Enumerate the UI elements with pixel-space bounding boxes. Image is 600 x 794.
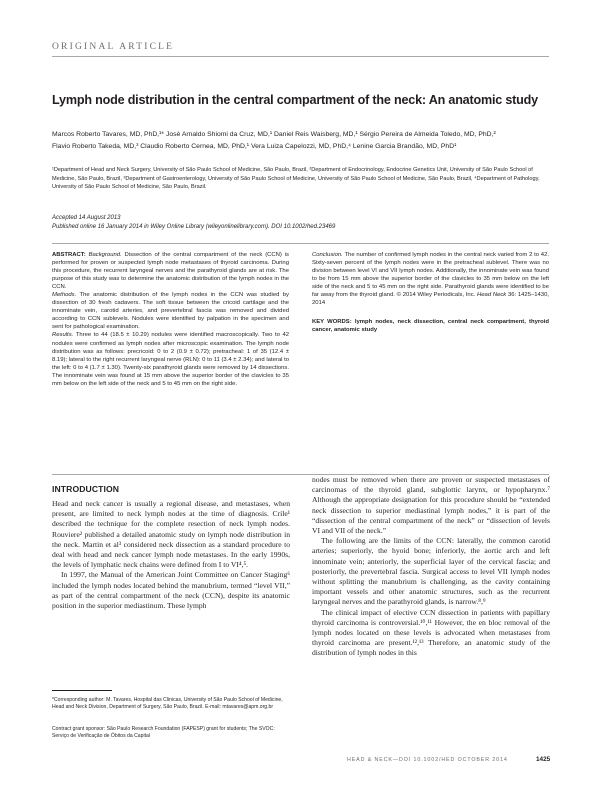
body-column-left xyxy=(52,499,290,611)
abstract-label: ABSTRACT: xyxy=(52,252,86,258)
publication-dates xyxy=(52,214,549,232)
body-column-right xyxy=(312,475,550,659)
authors-line-1: Marcos Roberto Tavares, MD, PhD,¹* José Arnaldo Shiomi da Cruz, MD,¹ Daniel Reis Waisberg, MD,¹ Sérgio Pereira de Almeida Toledo, MD, PhD,² xyxy=(52,131,496,138)
intro-paragraph-1: Head and neck cancer is usually a regional disease, and metastases, when present, are limited to neck lymph nodes at the time of diagnosis. Crile¹ described the technique for the complete resection of neck lymph nodes. Rouviere² published a detailed anatomic study on lymph node distribution in the neck. Martin et al³ considered neck dissection as a standard procedure to deal with head and neck cancer lymph node metastases. In the early 1990s, the levels of lymphatic neck chains were defined from I to VI⁴,⁵. xyxy=(52,499,290,570)
abstract-background xyxy=(52,251,289,291)
grant-footnote: Contract grant sponsor: São Paulo Research Foundation (FAPESP) grant for students; The SVOC: Serviço de Verificação de Óbitos da Capital xyxy=(52,726,275,740)
background-heading: Background. xyxy=(88,252,122,258)
page-number: 1425 xyxy=(536,756,551,763)
intro-paragraph-5: The clinical impact of elective CCN dissection in patients with papillary thyroid carcinoma is controversial.¹⁰,¹¹ However, the en bloc removal of the lymph nodes located on these levels is advocated when metastases from thyroid carcinoma are present.¹²,¹³ Therefore, an anatomic study of the distribution of lymph nodes in this xyxy=(312,607,550,658)
author-list xyxy=(52,129,549,152)
intro-paragraph-4: The following are the limits of the CCN: laterally, the common carotid arteries; superiorly, the hyoid bone; inferiorly, the aortic arch and left innominate vein; anteriorly, the superficial layer of the cervical fascia; and posteriorly, the prevertebral fascia. Surgical access to level VII lymph nodes without splitting the manubrium is challenging, as the cavity containing important vessels and other anatomic structures, such as the recurrent laryngeal nerves and the parathyroid glands, is narrow.⁸,⁹ xyxy=(312,536,550,607)
citation-journal: Head Neck xyxy=(477,292,507,299)
abstract-column-left xyxy=(52,251,289,388)
methods-text: The anatomic distribution of the lymph nodes in the CCN was studied by dissection of 30 fresh cadavers. The soft tissue between the cricoid cartilage and the innominate vein, carotid arteries, and prevertebral fascia was removed and divided according to CCN sublevels. Nodules were identified by palpation in the specimen and sent for pathological examination. xyxy=(52,292,289,331)
footer-journal: HEAD & NECK—DOI 10.1002/HED OCTOBER 2014 xyxy=(347,757,508,763)
affiliations: ¹Department of Head and Neck Surgery, University of São Paulo School of Medicine, São Paulo, Brazil, ²Department of Endocrinology, Endocrine Genetics Unit, University of São Paulo School of Medicine, São Paulo, Brazil, ³Department of Gastroenterology, University of São Paulo School of Medicine, University of São Paulo School of Medicine, São Paulo, Brazil, ⁴Department of Pathology, University of São Paulo School of Medicine, São Paulo, Brazil. xyxy=(52,167,540,191)
abstract-conclusion xyxy=(312,251,549,307)
background-text: Dissection of the central compartment of the neck (CCN) is performed for proven or suspected lymph node metastases of thyroid carcinoma. During this procedure, the recurrent laryngeal nerves and the parathyroid glands are at risk. The purpose of this study was to determine the anatomic distribution of the lymph nodes in the CCN. xyxy=(52,252,290,291)
keywords xyxy=(312,318,549,334)
abstract-top-rule xyxy=(52,243,549,244)
keywords-text: lymph nodes, neck dissection, central neck compartment, thyroid cancer, anatomic study xyxy=(312,319,549,334)
accepted-date: Accepted 14 August 2013 xyxy=(52,215,121,221)
methods-heading: Methods. xyxy=(52,292,77,299)
correspondence-footnote: *Corresponding author: M. Tavares, Hospital das Clinicas, University of São Paulo School of Medicine, Head and Neck Division, Department of Surgery, São Paulo, Brazil. E-mail: mtavares@apm.org.br xyxy=(52,697,283,711)
article-title: Lymph node distribution in the central compartment of the neck: An anatomic study xyxy=(52,93,538,107)
header-rule xyxy=(52,56,549,57)
abstract-methods xyxy=(52,291,289,331)
authors-line-2: Flavio Roberto Takeda, MD,³ Claudio Roberto Cernea, MD, PhD,¹ Vera Luiza Capelozzi, MD, PhD,⁴ Lenine Garcia Brandão, MD, PhD¹ xyxy=(52,142,457,150)
introduction-heading: INTRODUCTION xyxy=(52,484,120,494)
conclusion-text: The number of confirmed lymph nodes in the central neck varied from 2 to 42. Sixty-seven percent of the lymph nodes were in the pretracheal sublevel. There was no division between level VI and VII lymph nodes. Additionally, the innominate vein was found to be from 15 mm above the superior border of the clavicles to 35 mm below on the left side of the neck and 5 to 45 mm on the right side. Parathyroid glands were identified to be far away from the thyroid gland. © 2014 Wiley Periodicals, Inc. xyxy=(312,252,549,299)
section-label: ORIGINAL ARTICLE xyxy=(52,42,175,52)
conclusion-heading: Conclusion. xyxy=(312,252,343,258)
keywords-label: KEY WORDS: xyxy=(312,319,352,326)
footnote-rule xyxy=(52,690,112,691)
abstract-results xyxy=(52,331,289,387)
citation-detail: 36: 1425–1430, 2014 xyxy=(312,292,549,307)
published-online: Published online 16 January 2014 in Wiley Online Library (wileyonlinelibrary.com). DOI 10.1002/hed.23469 xyxy=(52,223,336,230)
results-heading: Results. xyxy=(52,332,74,339)
abstract-column-right xyxy=(312,251,549,334)
intro-paragraph-3: nodes must be removed when there are proven or suspected metastases of carcinomas of the thyroid gland, subglottic larynx, or hypopharynx.⁷ Although the appropriate designation for this procedure should be “extended neck dissection to superior mediastinal lymph nodes,” it is part of the “dissection of the central compartment of the neck” or “dissection of levels VI and VII of the neck.” xyxy=(312,475,550,536)
intro-paragraph-2: In 1997, the Manual of the American Joint Committee on Cancer Staging⁶ included the lymph nodes located behind the manubrium, termed “level VII,” as part of the central compartment of the neck (CCN), despite its anatomic position in the superior mediastinum. These lymph xyxy=(52,570,290,611)
results-text: Three to 44 (18.5 ± 10.29) nodules were identified macroscopically. Two to 42 nodules were confirmed as lymph nodes after microscopic examination. The lymph node distribution was as follows: precricoid: 0 to 2 (0.9 ± 0.72); pretracheal: 1 of 35 (12.4 ± 8.19); lateral to the right recurrent laryngeal nerve (RLN): 0 to 11 (3.4 ± 2.34); and lateral to the left: 0 to 4 (1.7 ± 1.30). Twenty-six parathyroid glands were removed by 14 dissections. The innominate vein was found at 15 mm above the superior border of the clavicles to 35 mm below on the left side of the neck and 5 to 45 mm on the right side. xyxy=(52,332,289,387)
